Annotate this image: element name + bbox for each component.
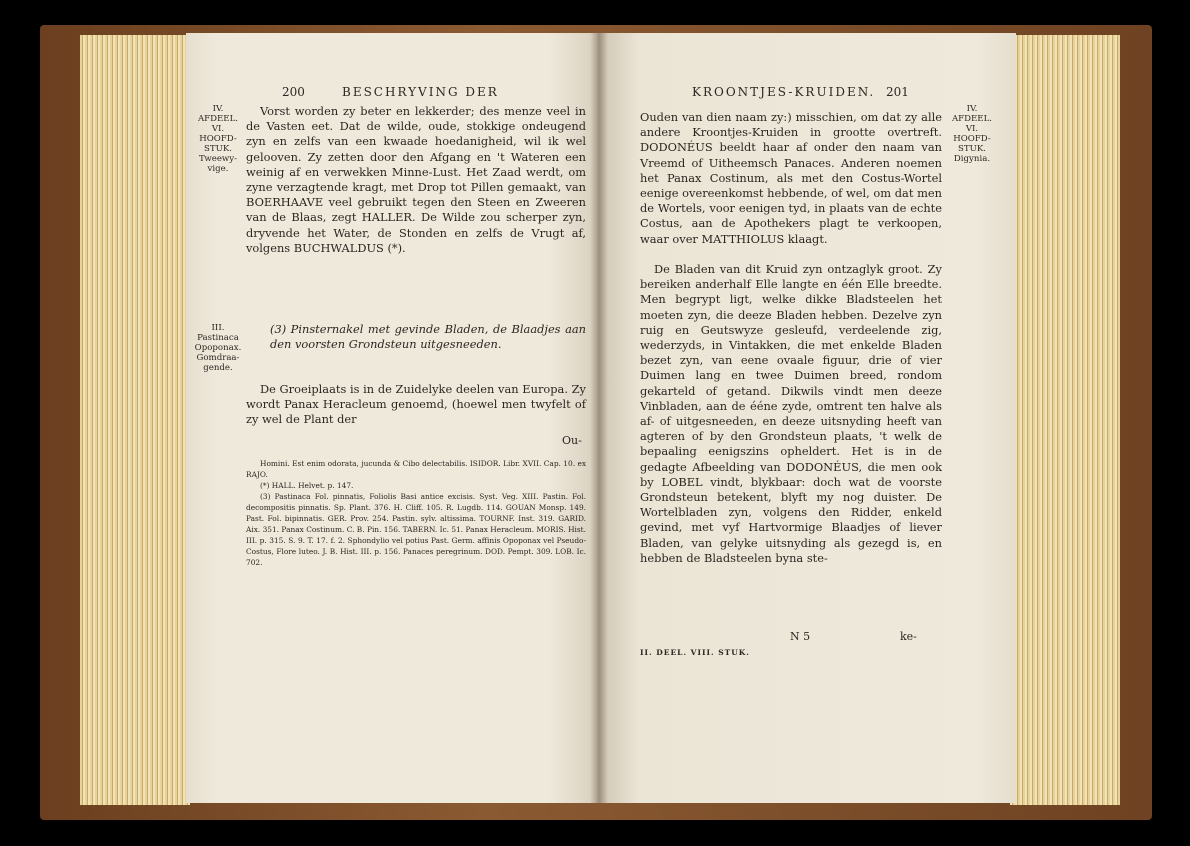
right-page-number: 201 (886, 85, 909, 99)
left-margin-note-1: IV. AFDEEL. VI. HOOFD-STUK. Tweewy-vige. (197, 104, 239, 174)
footnote-2: (*) HALL. Helvet. p. 147. (260, 481, 354, 490)
right-running-head: KROONTJES-KRUIDEN. (692, 85, 876, 99)
left-paragraph-2: De Groeiplaats is in de Zuidelyke deelen van Europa. Zy wordt Panax Heracleum genoemd, (hoewel men twyfelt of zy wel de Plant der (246, 382, 586, 427)
right-paragraph-2: De Bladen van dit Kruid zyn ontzaglyk groot. Zy bereiken anderhalf Elle langte en één Elle breedte. Men begrypt ligt, welke dikke Bladsteelen het moeten zyn, die deeze Bladen hebben. Dezelve zyn ruig en Geutswyze gesleufd, verdeelende zig, wederzyds, in Vintakken, die met enkelde Bladen bezet zyn, van eene ovaale figuur, drie of vier Duimen lang en twee Duimen breed, rondom gekarteld of getand. Dikwils vindt men deeze Vinbladen, aan de ééne zyde, omtrent ten halve als af- of uitgesneeden, en deeze uitsnyding heeft van agteren of by den Grondsteun plaats, 't welk de bepaaling eenigszins opheldert. Het is in de gedagte Afbeelding van DODONÉUS, die men ook by LOBEL vindt, blykbaar: doch wat de voorste Grondsteun betekent, blyft my nog duister. De Wortelbladen zyn, volgens den Ridder, enkeld gevind, met vyf Hartvormige Blaadjes of liever Bladen, van gelyke uitsnyding als gezegd is, en hebben de Bladsteelen byna ste- (640, 262, 942, 565)
right-catchword: ke- (900, 630, 917, 643)
footnote-3: (3) Pastinaca Fol. pinnatis, Foliolis Basi antice excisis. Syst. Veg. XIII. Pastin. Fol. decompositis pinnatis. Sp. Plant. 376. H. Cliff. 105. R. Lugdb. 114. GOUAN Monsp. 149. Past. Fol. bipinnatis. GER. Prov. 254. Pastin. sylv. altissima. TOURNF. Inst. 319. GARID. Aix. 351. Panax Costinum. C. B. Pin. 156. TABERN. Ic. 51. Panax Heracleum. MORIS. Hist. III. p. 315. S. 9. T. 17. f. 2. Sphondylio vel potius Past. Germ. affinis Opoponax vel Pseudo-Costus, Flore luteo. J. B. Hist. III. p. 156. Panaces peregrinum. DOD. Pempt. 309. LOB. Ic. 702. (246, 492, 586, 567)
left-page-number: 200 (282, 85, 305, 99)
footnote-1: Homini. Est enim odorata, jucunda & Cibo delectabilis. ISIDOR. Libr. XVII. Cap. 10. ex RAJO. (246, 459, 586, 479)
right-paragraph-1: Ouden van dien naam zy:) misschien, om dat zy alle andere Kroontjes-Kruiden in grootte overtreft. DODONÉUS beeldt haar af onder den naam van Vreemd of Uitheemsch Panaces. Anderen noemen het Panax Costinum, als met den Costus-Wortel eenige overeenkomst hebbende, of wel, om dat men de Wortels, voor eenigen tyd, in plaats van de echte Costus, aan de Apothekers plagt te verkoopen, waar over MATTHIOLUS klaagt. (640, 110, 942, 246)
left-catchword: Ou- (562, 434, 582, 447)
left-margin-note-2: III. Pastinaca Opoponax. Gomdraa-gende. (194, 323, 242, 373)
signature-mark: N 5 (790, 630, 811, 643)
book-gutter (590, 33, 608, 803)
page-edges-left (80, 35, 190, 805)
right-margin-note-1: IV. AFDEEL. VI. HOOFD-STUK. Digynia. (951, 104, 993, 164)
left-footnotes (246, 458, 586, 568)
signature-line: II. DEEL. VIII. STUK. (640, 648, 750, 657)
left-species-heading: (3) Pinsternakel met gevinde Bladen, de Blaadjes aan den voorsten Grondsteun uitgesneeden. (270, 322, 586, 352)
left-paragraph-1: Vorst worden zy beter en lekkerder; des menze veel in de Vasten eet. Dat de wilde, oude, stokkige ondeugend zyn en zelfs van een kwaade hoedanigheid, wil ik wel gelooven. Zy zetten door den Afgang en 't Wateren een weinig af en verwekken Minne-Lust. Het Zaad werdt, om zyne verzagtende kragt, met Drop tot Pillen gemaakt, van BOERHAAVE veel gebruikt tegen den Steen en Zweeren van de Blaas, zegt HALLER. De Wilde zou scherper zyn, dryvende het Water, de Stonden en zelfs de Vrugt af, volgens BUCHWALDUS (*). (246, 104, 586, 255)
page-edges-right (1010, 35, 1120, 805)
left-running-head: BESCHRYVING DER (342, 85, 499, 99)
